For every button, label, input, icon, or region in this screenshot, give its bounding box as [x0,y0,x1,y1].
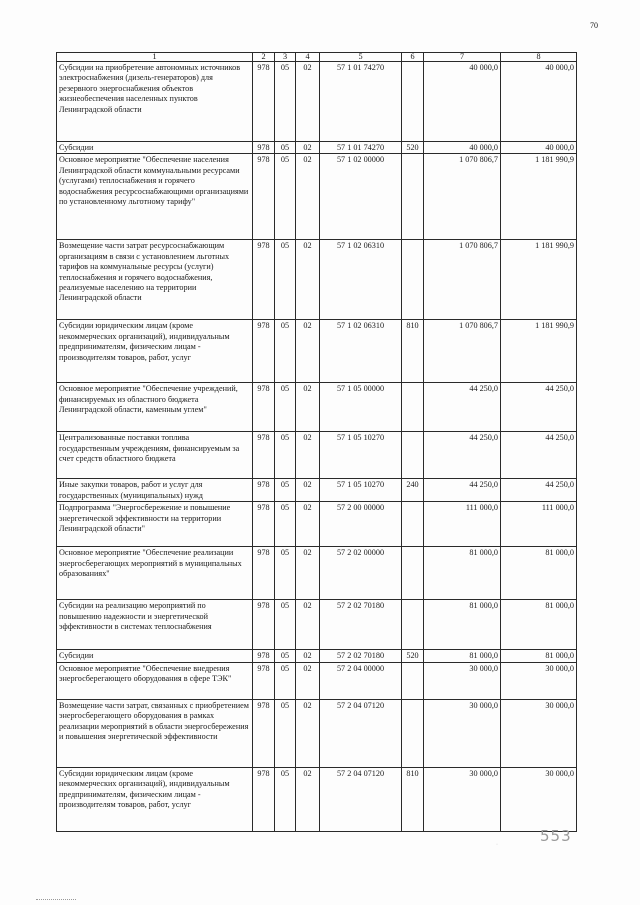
cell-target-code: 57 2 02 70180 [320,650,402,662]
cell-target-code: 57 1 05 10270 [320,432,402,479]
column-header: 2 [253,53,275,62]
cell-admin-code: 978 [253,383,275,432]
cell-amount-2: 44 250,0 [501,479,577,502]
row-name: Субсидии [57,650,253,662]
cell-expense-type: 810 [402,767,424,831]
cell-amount-2: 81 000,0 [501,600,577,650]
scan-edge-mark [36,899,76,901]
cell-target-code: 57 1 01 74270 [320,142,402,154]
cell-target-code: 57 2 00 00000 [320,502,402,547]
row-name: Возмещение части затрат ресурсоснабжающим организациям в связи с установлением льготных тарифов на коммунальные ресурсы (услуги) теплоснабжения и горячего водоснабжения, реализуемые населению на территории Ленинградской области [57,240,253,320]
cell-subsection: 02 [296,240,320,320]
cell-subsection: 02 [296,600,320,650]
cell-amount-2: 40 000,0 [501,142,577,154]
cell-amount-1: 44 250,0 [424,383,501,432]
cell-subsection: 02 [296,320,320,383]
cell-section: 05 [275,320,296,383]
table-row [57,240,577,320]
column-header: 4 [296,53,320,62]
row-name: Субсидии на реализацию мероприятий по повышению надежности и энергетической эффективности в системах теплоснабжения [57,600,253,650]
cell-expense-type: 520 [402,142,424,154]
scan-mark: · [496,842,498,848]
cell-target-code: 57 1 02 06310 [320,240,402,320]
table-row [57,479,577,502]
cell-amount-2: 40 000,0 [501,62,577,142]
row-name: Основное мероприятие "Обеспечение внедрения энергосберегающего оборудования в сфере ТЭК" [57,662,253,699]
cell-subsection: 02 [296,650,320,662]
cell-subsection: 02 [296,154,320,240]
cell-expense-type [402,662,424,699]
cell-admin-code: 978 [253,662,275,699]
column-header: 7 [424,53,501,62]
cell-admin-code: 978 [253,240,275,320]
cell-section: 05 [275,502,296,547]
cell-amount-2: 44 250,0 [501,432,577,479]
row-name: Субсидии [57,142,253,154]
cell-admin-code: 978 [253,502,275,547]
table-row [57,502,577,547]
cell-expense-type: 520 [402,650,424,662]
cell-admin-code: 978 [253,600,275,650]
cell-section: 05 [275,650,296,662]
cell-section: 05 [275,699,296,767]
cell-subsection: 02 [296,547,320,600]
cell-amount-1: 44 250,0 [424,479,501,502]
cell-section: 05 [275,383,296,432]
table-row [57,699,577,767]
cell-target-code: 57 2 04 07120 [320,767,402,831]
cell-amount-1: 30 000,0 [424,662,501,699]
column-header: 5 [320,53,402,62]
row-name: Основное мероприятие "Обеспечение учреждений, финансируемых из областного бюджета Ленинградской области, каменным углем" [57,383,253,432]
row-name: Субсидии юридическим лицам (кроме некоммерческих организаций), индивидуальным предпринимателям, физическим лицам - производителям товаров, работ, услуг [57,320,253,383]
table-row [57,432,577,479]
cell-admin-code: 978 [253,62,275,142]
cell-amount-1: 30 000,0 [424,699,501,767]
cell-target-code: 57 1 02 06310 [320,320,402,383]
cell-target-code: 57 2 02 00000 [320,547,402,600]
cell-admin-code: 978 [253,154,275,240]
row-name: Централизованные поставки топлива государственным учреждениям, финансируемым за счет средств областного бюджета [57,432,253,479]
header-row [57,53,577,62]
cell-expense-type: 810 [402,320,424,383]
cell-subsection: 02 [296,767,320,831]
page-number: 70 [590,21,598,30]
row-name: Субсидии юридическим лицам (кроме некоммерческих организаций), индивидуальным предпринимателям, физическим лицам - производителям товаров, работ, услуг [57,767,253,831]
cell-admin-code: 978 [253,142,275,154]
row-name: Подпрограмма "Энергосбережение и повышение энергетической эффективности на территории Ленинградской области" [57,502,253,547]
row-name: Основное мероприятие "Обеспечение населения Ленинградской области коммунальными ресурсами (услугами) теплоснабжения и горячего водоснабжения ресурсоснабжающими организациями по установленному льготному тарифу" [57,154,253,240]
cell-subsection: 02 [296,502,320,547]
cell-amount-2: 44 250,0 [501,383,577,432]
cell-subsection: 02 [296,142,320,154]
cell-expense-type [402,502,424,547]
cell-target-code: 57 1 02 00000 [320,154,402,240]
row-name: Основное мероприятие "Обеспечение реализации энергосберегающих мероприятий в муниципальных образованиях" [57,547,253,600]
cell-amount-1: 40 000,0 [424,62,501,142]
cell-expense-type [402,432,424,479]
cell-section: 05 [275,767,296,831]
cell-expense-type [402,383,424,432]
cell-section: 05 [275,154,296,240]
page-stamp: 553 [540,827,572,845]
cell-amount-2: 111 000,0 [501,502,577,547]
cell-amount-1: 111 000,0 [424,502,501,547]
cell-amount-1: 81 000,0 [424,600,501,650]
cell-amount-2: 30 000,0 [501,699,577,767]
table-row [57,767,577,831]
table-row [57,600,577,650]
cell-amount-1: 81 000,0 [424,547,501,600]
cell-admin-code: 978 [253,767,275,831]
column-header: 8 [501,53,577,62]
cell-expense-type: 240 [402,479,424,502]
cell-target-code: 57 1 05 00000 [320,383,402,432]
cell-amount-2: 1 181 990,9 [501,240,577,320]
cell-section: 05 [275,662,296,699]
cell-expense-type [402,547,424,600]
cell-expense-type [402,154,424,240]
cell-subsection: 02 [296,699,320,767]
cell-section: 05 [275,142,296,154]
cell-section: 05 [275,479,296,502]
cell-amount-1: 30 000,0 [424,767,501,831]
column-header: 3 [275,53,296,62]
cell-admin-code: 978 [253,650,275,662]
cell-section: 05 [275,240,296,320]
cell-admin-code: 978 [253,699,275,767]
table-row [57,62,577,142]
row-name: Возмещение части затрат, связанных с приобретением энергосберегающего оборудования в рамках реализации мероприятий в области энергосбережения и повышения энергетической эффективности [57,699,253,767]
cell-amount-1: 1 070 806,7 [424,154,501,240]
cell-admin-code: 978 [253,320,275,383]
cell-admin-code: 978 [253,432,275,479]
cell-amount-2: 81 000,0 [501,547,577,600]
cell-amount-2: 1 181 990,9 [501,320,577,383]
cell-amount-1: 1 070 806,7 [424,320,501,383]
cell-target-code: 57 2 04 00000 [320,662,402,699]
cell-expense-type [402,600,424,650]
cell-target-code: 57 2 04 07120 [320,699,402,767]
cell-expense-type [402,240,424,320]
column-header: 1 [57,53,253,62]
cell-subsection: 02 [296,432,320,479]
cell-admin-code: 978 [253,547,275,600]
cell-amount-1: 44 250,0 [424,432,501,479]
budget-table [56,52,577,832]
table-row [57,320,577,383]
cell-amount-2: 30 000,0 [501,767,577,831]
cell-expense-type [402,62,424,142]
table-row [57,154,577,240]
table-row [57,650,577,662]
row-name: Субсидии на приобретение автономных источников электроснабжения (дизель-генераторов) для резервного энергоснабжения объектов жизнеобеспечения населенных пунктов Ленинградской области [57,62,253,142]
column-header: 6 [402,53,424,62]
cell-target-code: 57 1 01 74270 [320,62,402,142]
cell-expense-type [402,699,424,767]
cell-section: 05 [275,62,296,142]
cell-amount-2: 30 000,0 [501,662,577,699]
cell-target-code: 57 1 05 10270 [320,479,402,502]
cell-subsection: 02 [296,662,320,699]
cell-section: 05 [275,547,296,600]
table-row [57,142,577,154]
cell-section: 05 [275,600,296,650]
cell-amount-1: 81 000,0 [424,650,501,662]
cell-subsection: 02 [296,383,320,432]
row-name: Иные закупки товаров, работ и услуг для государственных (муниципальных) нужд [57,479,253,502]
cell-subsection: 02 [296,479,320,502]
cell-amount-1: 40 000,0 [424,142,501,154]
cell-section: 05 [275,432,296,479]
cell-amount-2: 1 181 990,9 [501,154,577,240]
table-row [57,662,577,699]
table-row [57,383,577,432]
table-row [57,547,577,600]
cell-subsection: 02 [296,62,320,142]
cell-admin-code: 978 [253,479,275,502]
cell-target-code: 57 2 02 70180 [320,600,402,650]
cell-amount-2: 81 000,0 [501,650,577,662]
cell-amount-1: 1 070 806,7 [424,240,501,320]
